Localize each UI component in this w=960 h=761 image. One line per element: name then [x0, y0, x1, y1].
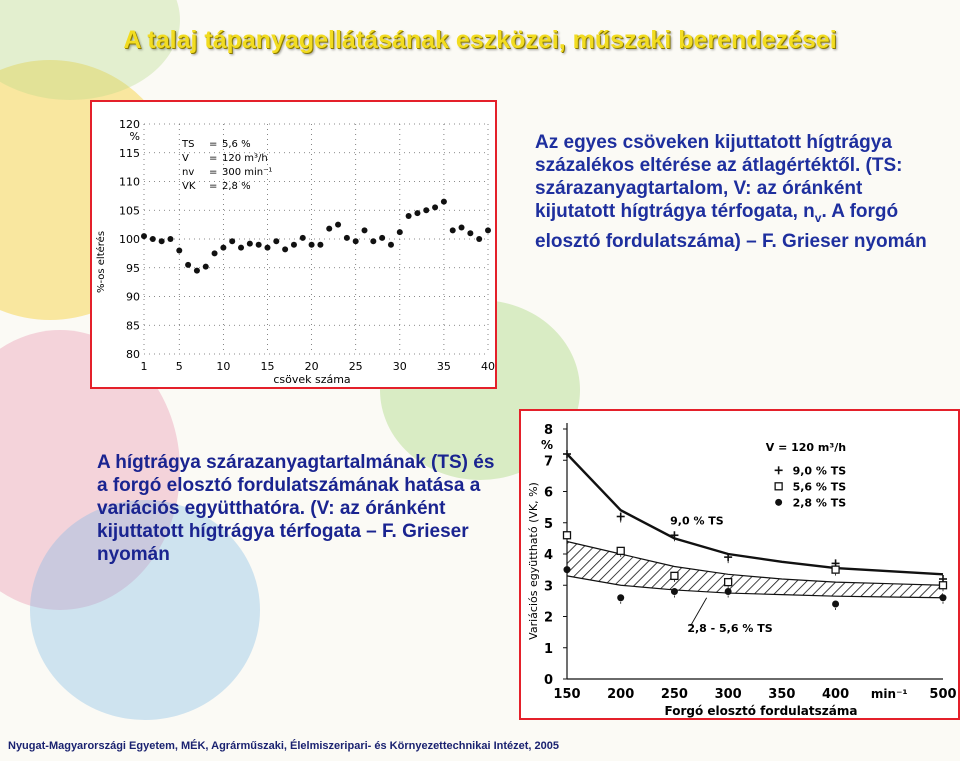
y-tick-label: 80	[126, 348, 140, 361]
series-marker	[940, 582, 947, 589]
series-marker	[940, 594, 947, 601]
data-point	[344, 235, 350, 241]
legend-value: 2,8 %	[222, 181, 251, 192]
data-point	[317, 242, 323, 248]
data-point	[291, 242, 297, 248]
legend-label: 9,0 % TS	[792, 464, 847, 478]
data-point	[150, 236, 156, 242]
y-tick-label: 85	[126, 319, 140, 333]
y-tick-label: 95	[126, 261, 140, 275]
x-tick-label: 15	[260, 360, 275, 373]
data-point	[379, 235, 385, 241]
x-axis-label: csövek száma	[273, 373, 351, 386]
series-marker	[617, 547, 624, 554]
legend-equals: =	[209, 181, 218, 192]
legend-marker	[775, 499, 782, 506]
y-tick-label: 110	[119, 175, 140, 189]
data-point	[167, 236, 173, 242]
y-tick-label: 105	[119, 204, 140, 218]
y-unit-label: %	[129, 130, 140, 143]
legend-equals: =	[209, 167, 218, 178]
y-tick-label: 1	[543, 641, 553, 657]
x-tick-label: 40	[481, 360, 495, 373]
chart2-caption: A hígtrágya szárazanyagtartalmának (TS) és a forgó elosztó fordulatszámának hatása a variációs együtthatóra. (V: az óránként kijuttatott hígtrágya térfogata – F. Grieser nyomán	[97, 452, 495, 565]
y-tick-label: 115	[119, 146, 140, 160]
data-point	[441, 199, 447, 205]
x-tick-label: 25	[348, 360, 363, 373]
x-tick-label: 350	[768, 687, 796, 702]
legend-value: 300 min⁻¹	[222, 167, 273, 178]
data-point	[406, 213, 412, 219]
data-point	[212, 250, 218, 256]
legend-label: VK	[182, 181, 196, 192]
line-chart	[521, 411, 958, 718]
data-point	[194, 268, 200, 274]
data-point	[459, 225, 465, 231]
data-point	[264, 245, 270, 251]
x-tick-label: 1	[140, 360, 148, 373]
x-tick-label: 300	[714, 687, 742, 702]
data-point	[273, 238, 279, 244]
series-marker	[725, 588, 732, 595]
legend-label: 5,6 % TS	[792, 480, 847, 494]
y-tick-label: 90	[126, 290, 140, 304]
data-point	[370, 238, 376, 244]
y-axis-label: Variációs együttható (VK, %)	[527, 482, 540, 640]
data-point	[432, 204, 438, 210]
caption1-text-b: . A forgó elosztó fordulatszáma) – F. Grieser nyomán	[535, 201, 927, 252]
annotation-ts9: 9,0 % TS	[670, 514, 724, 528]
data-point	[203, 264, 209, 270]
data-point	[353, 238, 359, 244]
data-point	[185, 262, 191, 268]
data-point	[476, 236, 482, 242]
series-marker	[564, 566, 571, 573]
data-point	[388, 242, 394, 248]
data-point	[450, 227, 456, 233]
data-point	[238, 245, 244, 251]
x-tick-label: 200	[607, 687, 635, 702]
y-axis-label: %-os eltérés	[96, 230, 107, 294]
data-point	[467, 230, 473, 236]
data-point	[335, 222, 341, 228]
legend-label: nv	[182, 167, 195, 178]
series-marker	[671, 572, 678, 579]
legend-label: TS	[182, 139, 195, 150]
x-tick-label: 10	[216, 360, 231, 373]
data-point	[141, 233, 147, 239]
y-unit-label: %	[540, 438, 553, 452]
x-tick-label: 500	[929, 687, 957, 702]
y-tick-label: 100	[119, 233, 140, 246]
footer: Nyugat-Magyarországi Egyetem, MÉK, Agrárműszaki, Élelmiszeripari- és Környezettechnikai Intézet, 2005	[8, 740, 560, 752]
caption1-text-a: Az egyes csöveken kijuttatott hígtrágya százalékos eltérése az átlagértéktől. (TS: szárazanyagtartalom, V: az óránként kijutatott hígtrágya térfogata, n	[535, 132, 903, 222]
series-marker	[671, 588, 678, 595]
y-tick-label: 5	[543, 516, 553, 532]
data-point	[247, 241, 253, 247]
data-point	[362, 227, 368, 233]
data-point	[176, 248, 182, 254]
x-unit-label: min⁻¹	[870, 687, 908, 701]
legend-value: 120 m³/h	[222, 153, 268, 164]
series-marker	[832, 601, 839, 608]
legend-value: 5,6 %	[222, 139, 251, 150]
series-marker	[725, 579, 732, 586]
x-tick-label: 30	[392, 360, 407, 373]
chart1-caption	[535, 131, 945, 253]
x-tick-label: 400	[822, 687, 850, 702]
y-tick-label: 3	[543, 579, 553, 595]
scatter-chart	[92, 102, 495, 387]
data-point	[220, 245, 226, 251]
data-point	[256, 242, 262, 248]
x-tick-label: 35	[436, 360, 451, 373]
legend-equals: =	[209, 139, 218, 150]
y-tick-label: 2	[543, 610, 553, 626]
annotation-band: 2,8 - 5,6 % TS	[687, 622, 773, 636]
data-point	[282, 246, 288, 252]
x-axis-label: Forgó elosztó fordulatszáma	[664, 704, 858, 718]
y-tick-label: 8	[543, 423, 553, 438]
data-point	[397, 229, 403, 235]
data-point	[326, 226, 332, 232]
line-chart-panel	[519, 409, 960, 720]
legend-equals: =	[209, 153, 218, 164]
data-point	[423, 207, 429, 213]
scatter-chart-panel	[90, 100, 497, 389]
y-tick-label: 7	[543, 454, 553, 470]
chart-header: V = 120 m³/h	[765, 440, 847, 454]
x-tick-label: 150	[553, 687, 581, 702]
series-marker	[564, 532, 571, 539]
data-point	[229, 238, 235, 244]
data-point	[414, 210, 420, 216]
x-tick-label: 5	[175, 360, 183, 373]
y-tick-label: 0	[543, 673, 553, 688]
legend-marker	[775, 483, 782, 490]
legend-label: V	[182, 153, 189, 164]
series-marker	[617, 594, 624, 601]
data-point	[159, 238, 165, 244]
y-tick-label: 120	[119, 118, 140, 131]
y-tick-label: 6	[543, 485, 553, 501]
y-tick-label: 4	[543, 548, 553, 563]
data-point	[309, 242, 315, 248]
series-marker	[832, 566, 839, 573]
legend-label: 2,8 % TS	[792, 496, 847, 510]
x-tick-label: 20	[304, 360, 319, 373]
data-point	[300, 235, 306, 241]
caption1-subscript: v	[814, 210, 822, 225]
page-title: A talaj tápanyagellátásának eszközei, műszaki berendezései	[123, 26, 837, 54]
x-tick-label: 250	[660, 687, 688, 702]
data-point	[485, 227, 491, 233]
